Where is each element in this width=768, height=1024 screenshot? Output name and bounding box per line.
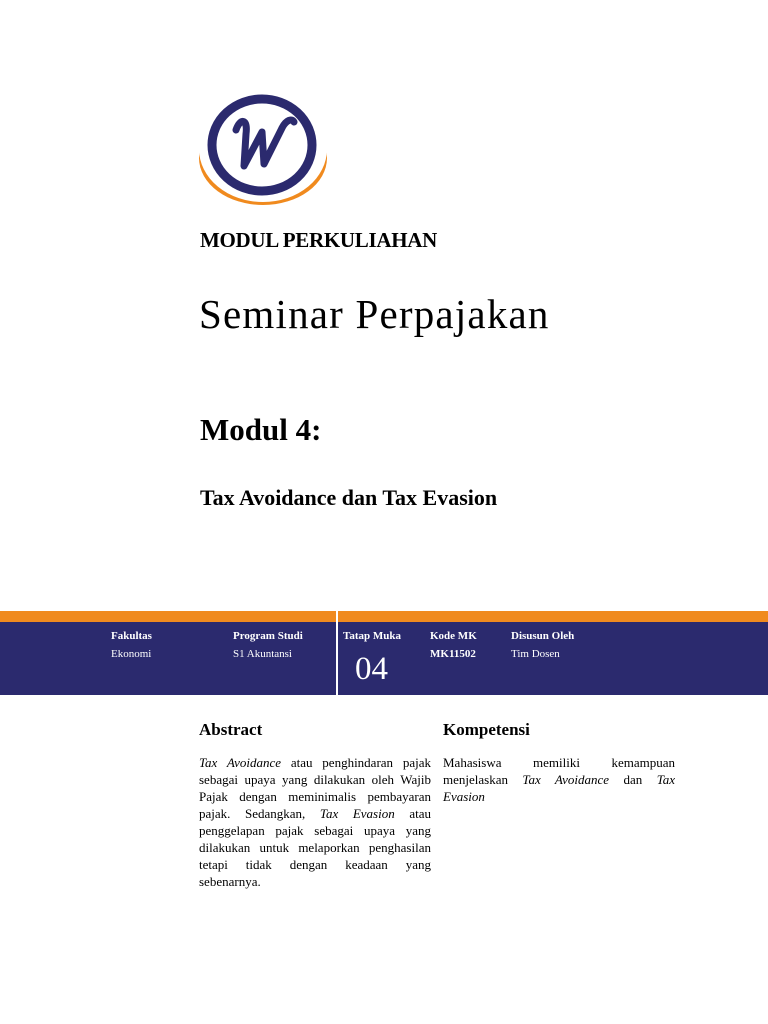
band-accent-stripe — [0, 611, 768, 622]
module-topic: Tax Avoidance dan Tax Evasion — [200, 485, 498, 510]
abstract-text-1: atau penghindaran pajak sebagai upaya yang dilakukan oleh Wajib Pajak dengan meminimalis pembayaran pajak. Sedangkan, — [199, 755, 431, 821]
kompetensi-term-1: Tax Avoidance — [522, 772, 610, 787]
tatap-muka-value: 04 — [355, 651, 388, 687]
abstract-section — [199, 720, 431, 890]
kode-mk-value: MK11502 — [430, 648, 476, 660]
info-kode-mk — [430, 630, 477, 660]
disusun-oleh-value: Tim Dosen — [511, 648, 560, 660]
abstract-term-1: Tax Avoidance — [199, 755, 282, 770]
program-studi-value: S1 Akuntansi — [233, 648, 292, 660]
info-tatap-muka — [343, 630, 401, 642]
kode-mk-label: Kode MK — [430, 630, 477, 642]
fakultas-label: Fakultas — [111, 630, 152, 642]
abstract-term-2: Tax Evasion — [319, 806, 395, 821]
abstract-text-2: atau penggelapan pajak sebagai upaya yang dilakukan untuk melaporkan penghasilan tetapi tidak dengan keadaan yang sebenarnya. — [199, 806, 431, 889]
info-program-studi — [233, 630, 303, 660]
program-studi-label: Program Studi — [233, 630, 303, 642]
course-title: Seminar Perpajakan — [199, 291, 550, 337]
kompetensi-section — [443, 720, 675, 805]
kompetensi-text — [443, 754, 675, 805]
kompetensi-term-2: Tax Evasion — [443, 772, 675, 804]
fakultas-value: Ekonomi — [111, 648, 152, 660]
band-divider — [336, 611, 338, 695]
university-logo — [196, 88, 330, 208]
disusun-oleh-label: Disusun Oleh — [511, 630, 575, 642]
kompetensi-heading: Kompetensi — [443, 720, 530, 739]
kompetensi-text-2: dan — [609, 772, 657, 787]
info-fakultas — [111, 630, 152, 660]
tatap-muka-label: Tatap Muka — [343, 630, 401, 642]
abstract-heading: Abstract — [199, 720, 263, 739]
info-disusun-oleh — [511, 630, 574, 660]
module-kicker: MODUL PERKULIAHAN — [200, 228, 437, 252]
abstract-text — [199, 754, 431, 890]
kompetensi-text-1: Mahasiswa memiliki kemampuan menjelaskan — [443, 755, 675, 787]
module-label: Modul 4: — [200, 412, 322, 447]
